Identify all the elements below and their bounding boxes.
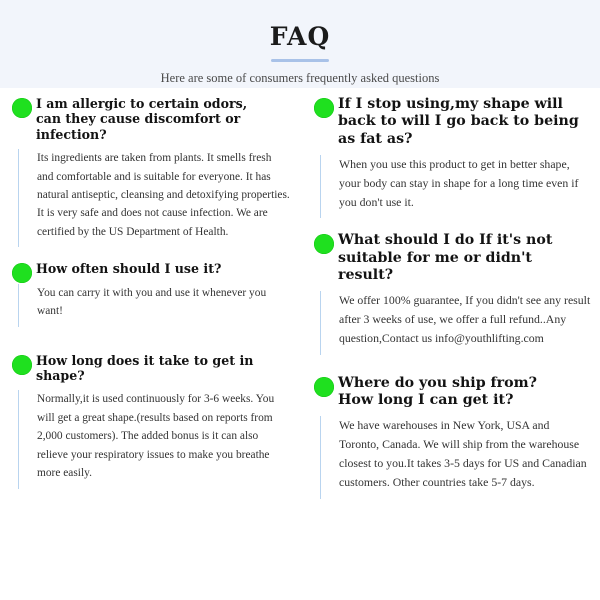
- bullet-icon: [12, 355, 32, 375]
- faq-question-line3: result?: [338, 266, 394, 283]
- faq-answer: We offer 100% guarantee, If you didn't see any result after 3 weeks of use, we offer a full refund..Any question,Contact us info@youthlifting.com: [339, 293, 591, 346]
- faq-answer-block: [320, 155, 592, 218]
- faq-question: [36, 353, 290, 384]
- bullet-icon: [314, 234, 334, 254]
- faq-item: [8, 96, 290, 247]
- bullet-icon: [12, 263, 32, 283]
- faq-question: [36, 96, 290, 142]
- faq-question-line1: How long does it take to get in shape?: [36, 352, 254, 384]
- faq-question-line1: What should I do If it's not: [338, 232, 553, 249]
- faq-answer: Its ingredients are taken from plants. It smells fresh and comfortable and is suitable for everyone. It has natural antiseptic, cleansing and detoxifying properties. It is very safe and does not cause infection. We are certified by the US Department of Health.: [37, 152, 290, 238]
- faq-column-left: [0, 96, 300, 509]
- faq-answer-block: [18, 149, 290, 247]
- faq-question-line1: How often should I use it?: [36, 261, 222, 277]
- faq-question-line2: How long I can get it?: [338, 391, 514, 408]
- spacer: [310, 365, 592, 375]
- faq-header: [0, 0, 600, 88]
- spacer: [8, 337, 290, 353]
- faq-answer: You can carry it with you and use it whenever you want!: [37, 286, 267, 318]
- faq-answer-block: [18, 390, 290, 488]
- faq-answer: When you use this product to get in better shape, your body can stay in shape for a long time even if you don't use it.: [339, 156, 579, 210]
- bullet-icon: [314, 377, 334, 397]
- faq-question-line1: If I stop using,my shape will: [338, 96, 563, 112]
- bullet-icon: [314, 98, 334, 118]
- faq-item: [310, 232, 592, 354]
- faq-question: [338, 96, 592, 148]
- page-subtitle: Here are some of consumers frequently asked questions: [160, 71, 440, 85]
- faq-column-right: [300, 96, 600, 509]
- faq-answer: Normally,it is used continuously for 3-6 weeks. You will get a great shape.(results based on reports from 2,000 customers). The added bonus is it can also relieve your respiratory issues to make you breathe more easily.: [37, 393, 275, 480]
- page-title: FAQ: [269, 22, 331, 51]
- faq-answer: We have warehouses in New York, USA and Toronto, Canada. We will ship from the warehouse closest to you.It takes 3-5 days for US and Canadian customers. Other countries take 5-7 days.: [339, 418, 587, 490]
- faq-item: [8, 261, 290, 326]
- faq-question: [338, 375, 592, 410]
- faq-item: [310, 375, 592, 499]
- faq-question: [36, 261, 290, 276]
- title-underline: [271, 59, 329, 62]
- faq-answer-block: [320, 416, 592, 498]
- faq-question-line1: I am allergic to certain odors,: [36, 96, 248, 111]
- faq-item: [310, 96, 592, 218]
- faq-question: [338, 232, 592, 284]
- faq-answer-block: [320, 291, 592, 354]
- faq-question-line2: suitable for me or didn't: [338, 249, 532, 266]
- faq-item: [8, 353, 290, 489]
- faq-question-line1: Where do you ship from?: [338, 374, 537, 391]
- faq-answer-block: [18, 284, 290, 327]
- faq-question-line2: can they cause discomfort or infection?: [36, 111, 241, 142]
- faq-columns: [0, 88, 600, 509]
- faq-question-line2: back to will I go back to being: [338, 113, 579, 130]
- faq-question-line3: as fat as?: [338, 130, 413, 147]
- bullet-icon: [12, 98, 32, 118]
